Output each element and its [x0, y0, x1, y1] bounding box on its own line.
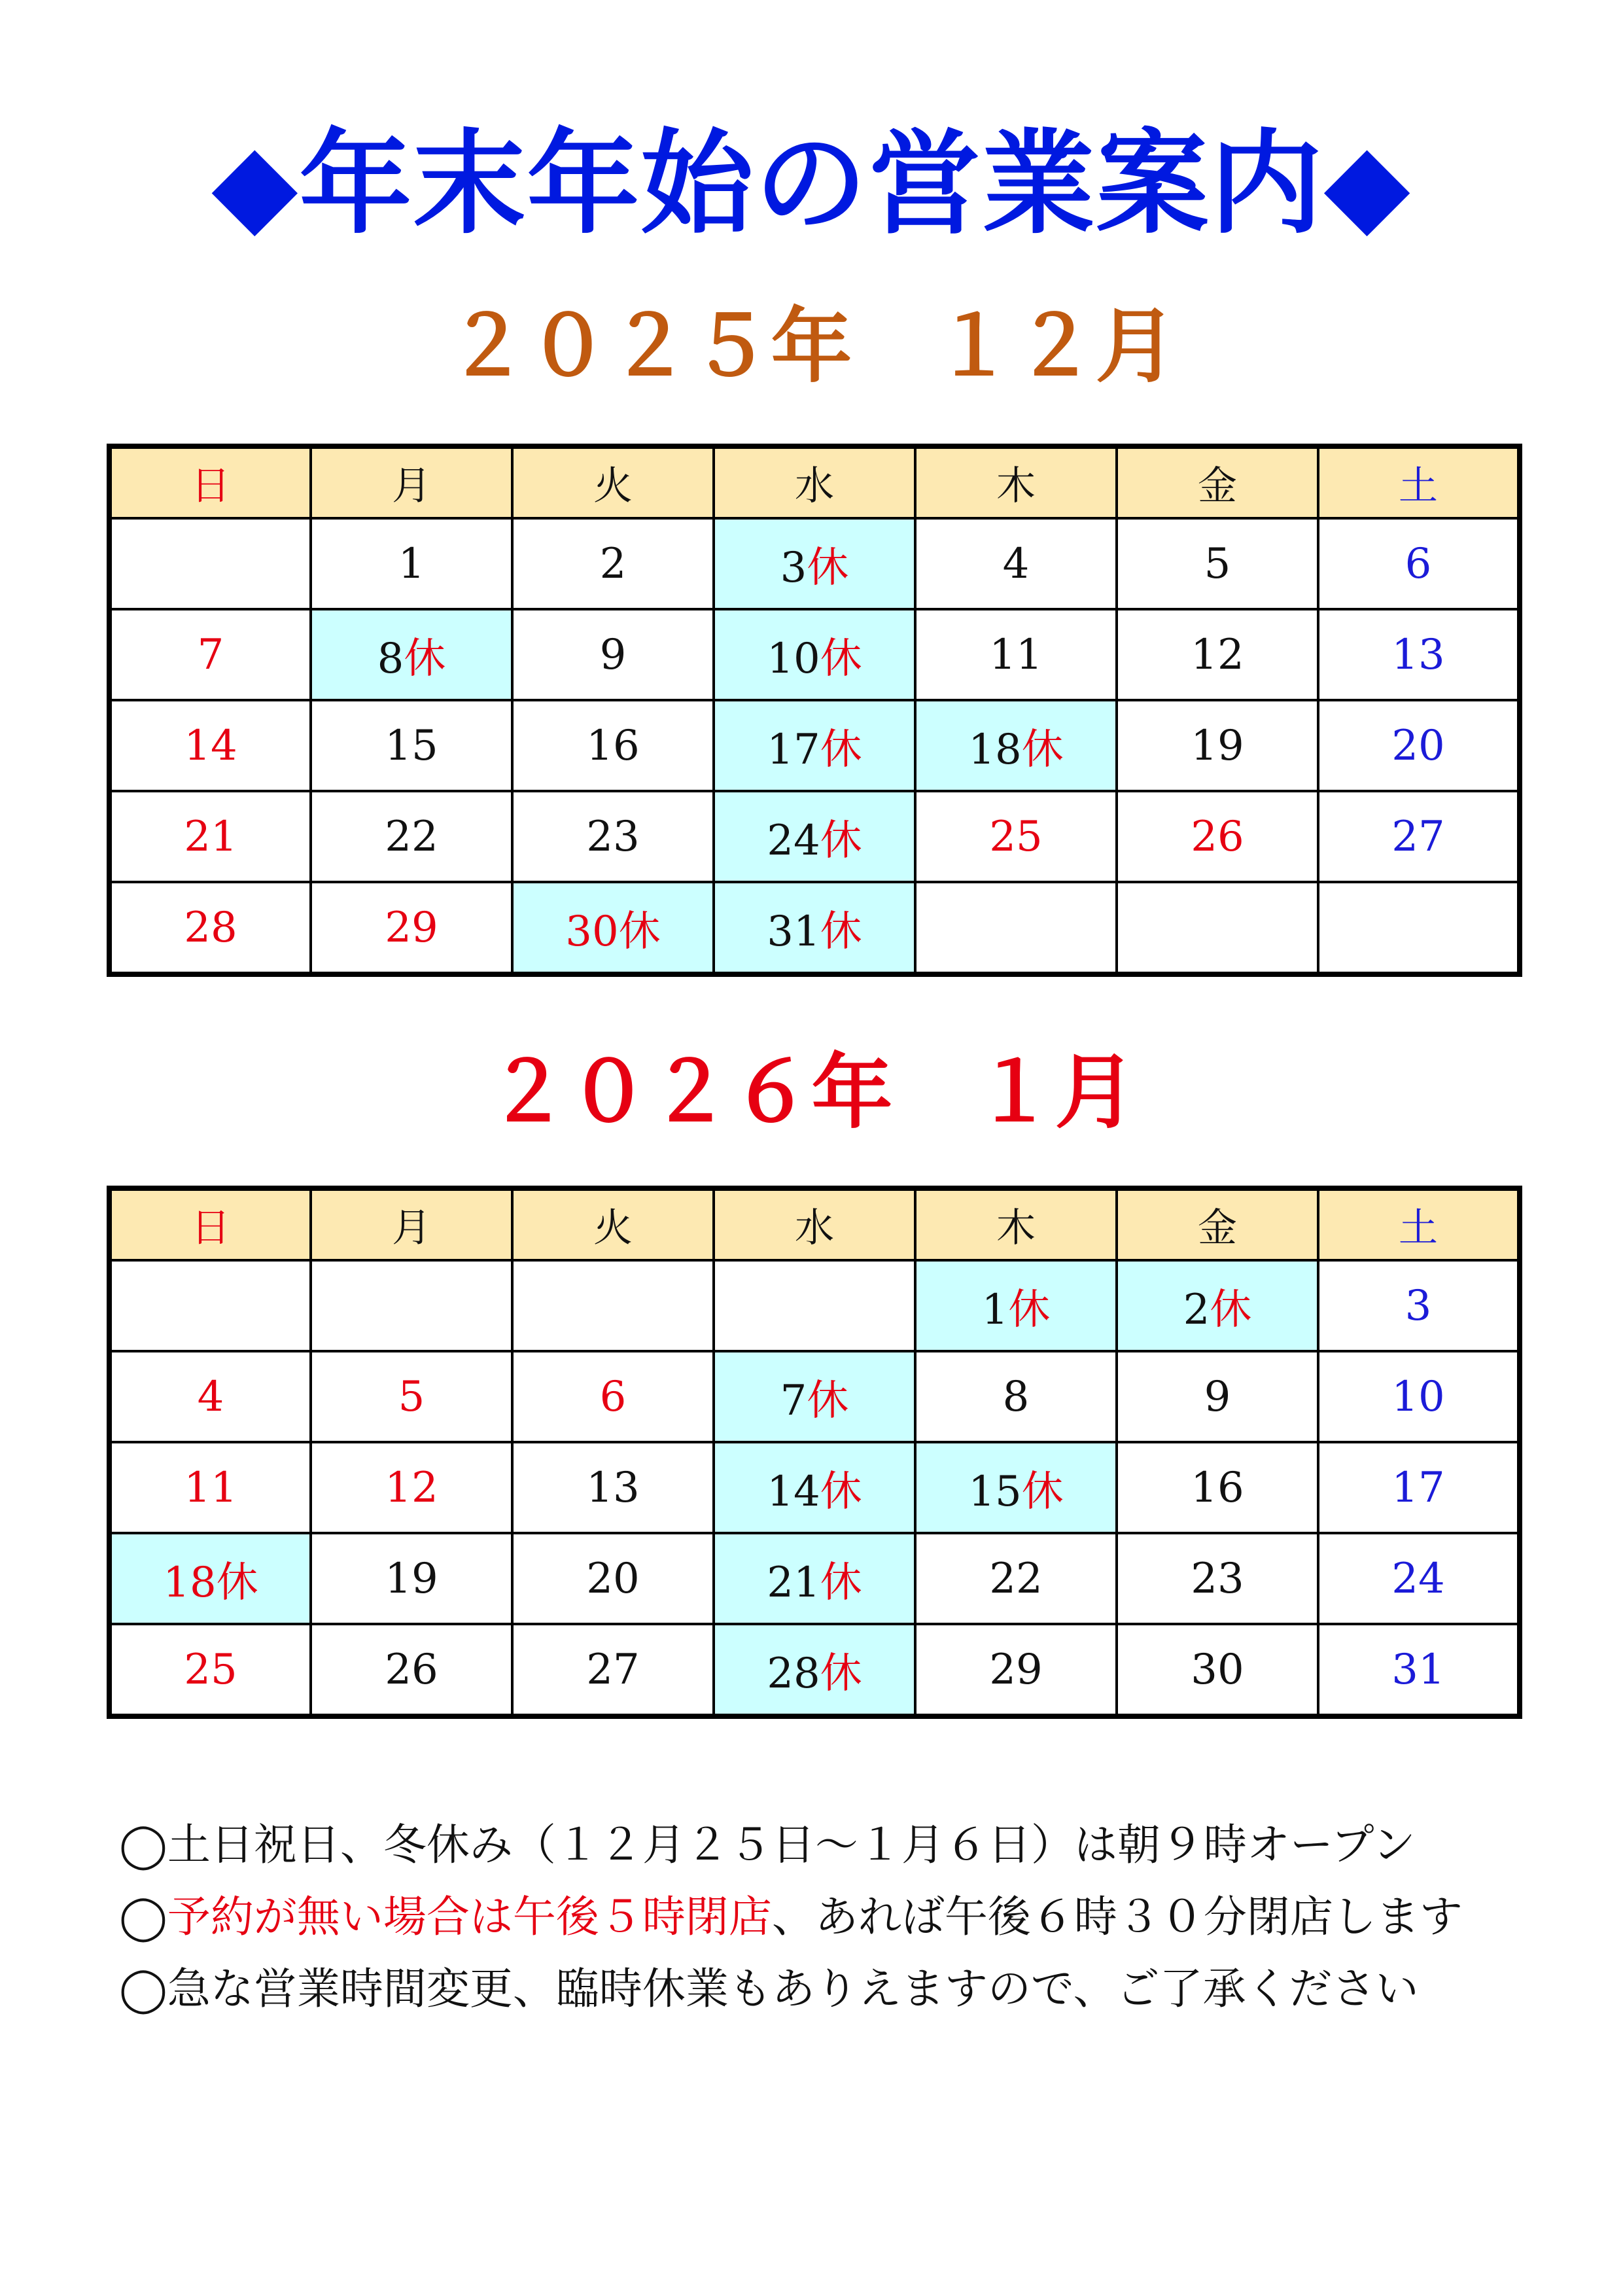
day-number: 13	[586, 1463, 640, 1512]
day-number: 13	[1391, 630, 1445, 679]
note-text: ◯	[119, 1892, 167, 1942]
day-number: 24	[1391, 1554, 1445, 1603]
empty-day-cell	[109, 518, 311, 609]
weekday-sat: 土	[1318, 446, 1520, 518]
day-number: 9	[1204, 1372, 1231, 1421]
closed-day-cell	[714, 1442, 915, 1533]
day-cell	[1117, 518, 1318, 609]
week-row	[109, 791, 1520, 882]
day-number: 11	[989, 630, 1043, 679]
page-title: ◆年末年始の営業案内◆	[211, 116, 1412, 249]
day-cell	[915, 1624, 1117, 1716]
day-number: 30	[565, 907, 619, 956]
closed-mark: 休	[404, 634, 446, 683]
week-row	[109, 609, 1520, 700]
day-cell	[512, 700, 714, 791]
empty-day-cell	[109, 1260, 311, 1351]
empty-day-cell	[714, 1260, 915, 1351]
empty-day-cell	[1117, 882, 1318, 974]
day-number: 24	[767, 816, 820, 865]
day-number: 5	[1204, 539, 1231, 588]
day-number: 23	[586, 812, 640, 861]
day-number: 10	[1391, 1372, 1445, 1421]
day-number: 17	[767, 725, 820, 774]
day-number: 7	[780, 1376, 807, 1425]
day-number: 26	[1191, 812, 1244, 861]
closed-day-cell	[915, 700, 1117, 791]
day-cell	[1117, 609, 1318, 700]
day-number: 17	[1391, 1463, 1445, 1512]
weekday-tue: 火	[512, 446, 714, 518]
december-calendar	[107, 444, 1522, 977]
day-number: 18	[163, 1558, 217, 1607]
note-text: ◯急な営業時間変更、臨時休業もありえますので、ご了承ください	[119, 1964, 1419, 2014]
january-heading: ２０２６年 １月	[487, 1045, 1136, 1140]
day-number: 16	[1191, 1463, 1244, 1512]
closed-day-cell	[714, 518, 915, 609]
day-cell	[311, 1351, 512, 1442]
day-number: 10	[767, 634, 820, 683]
note-line	[119, 1953, 1526, 2025]
day-cell	[311, 518, 512, 609]
day-number: 16	[586, 721, 640, 770]
closed-mark: 休	[807, 1376, 849, 1425]
day-number: 14	[767, 1467, 820, 1516]
note-highlight: 予約が無い場合は午後５時閉店	[167, 1892, 772, 1942]
day-number: 18	[968, 725, 1022, 774]
weekday-mon: 月	[311, 446, 512, 518]
day-cell	[1318, 700, 1520, 791]
day-number: 29	[989, 1645, 1043, 1694]
closed-day-cell	[915, 1442, 1117, 1533]
week-row	[109, 1442, 1520, 1533]
day-number: 27	[1391, 812, 1445, 861]
day-number: 9	[599, 630, 627, 679]
day-cell	[1117, 1624, 1318, 1716]
closed-mark: 休	[820, 725, 862, 774]
weekday-tue: 火	[512, 1188, 714, 1260]
closed-day-cell	[512, 882, 714, 974]
december-heading: ２０２５年 １２月	[446, 299, 1177, 394]
closed-mark: 休	[820, 1558, 862, 1607]
closed-mark: 休	[1210, 1285, 1252, 1334]
day-number: 23	[1191, 1554, 1244, 1603]
weekday-wed: 水	[714, 1188, 915, 1260]
day-cell	[1318, 1533, 1520, 1624]
day-number: 8	[1002, 1372, 1030, 1421]
day-number: 14	[184, 721, 237, 770]
closed-mark: 休	[216, 1558, 258, 1607]
day-number: 6	[599, 1372, 627, 1421]
day-number: 3	[780, 543, 807, 592]
day-number: 8	[377, 634, 404, 683]
day-number: 21	[184, 812, 237, 861]
day-cell	[1117, 791, 1318, 882]
day-cell	[311, 700, 512, 791]
note-line	[119, 1809, 1526, 1881]
weekday-fri: 金	[1117, 1188, 1318, 1260]
day-number: 2	[1183, 1285, 1210, 1334]
closed-mark: 休	[807, 543, 849, 592]
day-number: 22	[385, 812, 438, 861]
day-number: 1	[398, 539, 425, 588]
day-cell	[512, 1624, 714, 1716]
day-number: 27	[586, 1645, 640, 1694]
day-number: 31	[1391, 1645, 1445, 1694]
day-number: 15	[385, 721, 438, 770]
empty-day-cell	[1318, 882, 1520, 974]
empty-day-cell	[512, 1260, 714, 1351]
day-cell	[915, 1351, 1117, 1442]
weekday-wed: 水	[714, 446, 915, 518]
closed-mark: 休	[820, 1649, 862, 1698]
note-line	[119, 1881, 1526, 1953]
day-cell	[1117, 1351, 1318, 1442]
day-number: 31	[767, 907, 820, 956]
day-cell	[512, 1533, 714, 1624]
day-cell	[1318, 518, 1520, 609]
empty-day-cell	[915, 882, 1117, 974]
note-text: 、あれば午後６時３０分閉店します	[771, 1892, 1463, 1942]
day-cell	[512, 1442, 714, 1533]
weekday-sat: 土	[1318, 1188, 1520, 1260]
weekday-thu: 木	[915, 1188, 1117, 1260]
weekday-header-row	[109, 1188, 1520, 1260]
day-cell	[109, 700, 311, 791]
day-cell	[512, 518, 714, 609]
weekday-fri: 金	[1117, 446, 1318, 518]
day-cell	[1318, 1260, 1520, 1351]
closed-day-cell	[714, 1624, 915, 1716]
day-cell	[915, 609, 1117, 700]
day-cell	[1318, 1624, 1520, 1716]
closed-day-cell	[311, 609, 512, 700]
day-cell	[109, 1351, 311, 1442]
day-number: 12	[385, 1463, 438, 1512]
note-text: ◯土日祝日、冬休み（１２月２５日～１月６日）は朝９時オープン	[119, 1820, 1416, 1870]
day-cell	[512, 791, 714, 882]
day-cell	[1117, 700, 1318, 791]
day-number: 21	[767, 1558, 820, 1607]
day-cell	[1117, 1533, 1318, 1624]
weekday-sun: 日	[109, 446, 311, 518]
day-cell	[915, 791, 1117, 882]
weekday-thu: 木	[915, 446, 1117, 518]
day-cell	[311, 1442, 512, 1533]
day-cell	[311, 791, 512, 882]
week-row	[109, 1260, 1520, 1351]
day-cell	[1318, 609, 1520, 700]
closed-mark: 休	[1021, 725, 1064, 774]
day-number: 7	[197, 630, 224, 679]
day-number: 20	[1391, 721, 1445, 770]
day-number: 22	[989, 1554, 1043, 1603]
day-cell	[915, 518, 1117, 609]
empty-day-cell	[311, 1260, 512, 1351]
day-cell	[109, 1442, 311, 1533]
day-cell	[512, 1351, 714, 1442]
day-cell	[109, 1624, 311, 1716]
day-cell	[109, 791, 311, 882]
day-number: 3	[1405, 1281, 1432, 1330]
day-number: 4	[1002, 539, 1030, 588]
day-cell	[1318, 791, 1520, 882]
closed-mark: 休	[820, 907, 862, 956]
day-cell	[1318, 1442, 1520, 1533]
weekday-header-row	[109, 446, 1520, 518]
day-number: 28	[184, 903, 237, 952]
week-row	[109, 518, 1520, 609]
day-number: 20	[586, 1554, 640, 1603]
notes	[119, 1809, 1526, 2025]
closed-mark: 休	[618, 907, 661, 956]
week-row	[109, 700, 1520, 791]
day-number: 19	[385, 1554, 438, 1603]
closed-mark: 休	[1008, 1285, 1051, 1334]
day-number: 30	[1191, 1645, 1244, 1694]
weekday-mon: 月	[311, 1188, 512, 1260]
closed-day-cell	[714, 609, 915, 700]
closed-day-cell	[1117, 1260, 1318, 1351]
january-calendar	[107, 1186, 1522, 1719]
closed-day-cell	[714, 1351, 915, 1442]
week-row	[109, 1351, 1520, 1442]
day-cell	[311, 882, 512, 974]
day-number: 6	[1405, 539, 1432, 588]
day-number: 1	[981, 1285, 1009, 1334]
day-cell	[311, 1533, 512, 1624]
closed-day-cell	[915, 1260, 1117, 1351]
day-number: 15	[968, 1467, 1022, 1516]
day-cell	[512, 609, 714, 700]
day-cell	[109, 609, 311, 700]
week-row	[109, 1624, 1520, 1716]
day-number: 4	[197, 1372, 224, 1421]
day-number: 25	[989, 812, 1043, 861]
day-number: 26	[385, 1645, 438, 1694]
closed-day-cell	[714, 791, 915, 882]
day-number: 12	[1191, 630, 1244, 679]
closed-day-cell	[714, 882, 915, 974]
day-number: 28	[767, 1649, 820, 1698]
week-row	[109, 1533, 1520, 1624]
day-cell	[1318, 1351, 1520, 1442]
day-number: 5	[398, 1372, 425, 1421]
day-cell	[311, 1624, 512, 1716]
closed-mark: 休	[820, 634, 862, 683]
closed-mark: 休	[1021, 1467, 1064, 1516]
closed-day-cell	[714, 700, 915, 791]
day-cell	[915, 1533, 1117, 1624]
day-number: 19	[1191, 721, 1244, 770]
week-row	[109, 882, 1520, 974]
closed-day-cell	[109, 1533, 311, 1624]
day-cell	[1117, 1442, 1318, 1533]
day-number: 29	[385, 903, 438, 952]
closed-day-cell	[714, 1533, 915, 1624]
closed-mark: 休	[820, 816, 862, 865]
day-number: 2	[599, 539, 627, 588]
day-cell	[109, 882, 311, 974]
closed-mark: 休	[820, 1467, 862, 1516]
day-number: 11	[184, 1463, 237, 1512]
day-number: 25	[184, 1645, 237, 1694]
weekday-sun: 日	[109, 1188, 311, 1260]
